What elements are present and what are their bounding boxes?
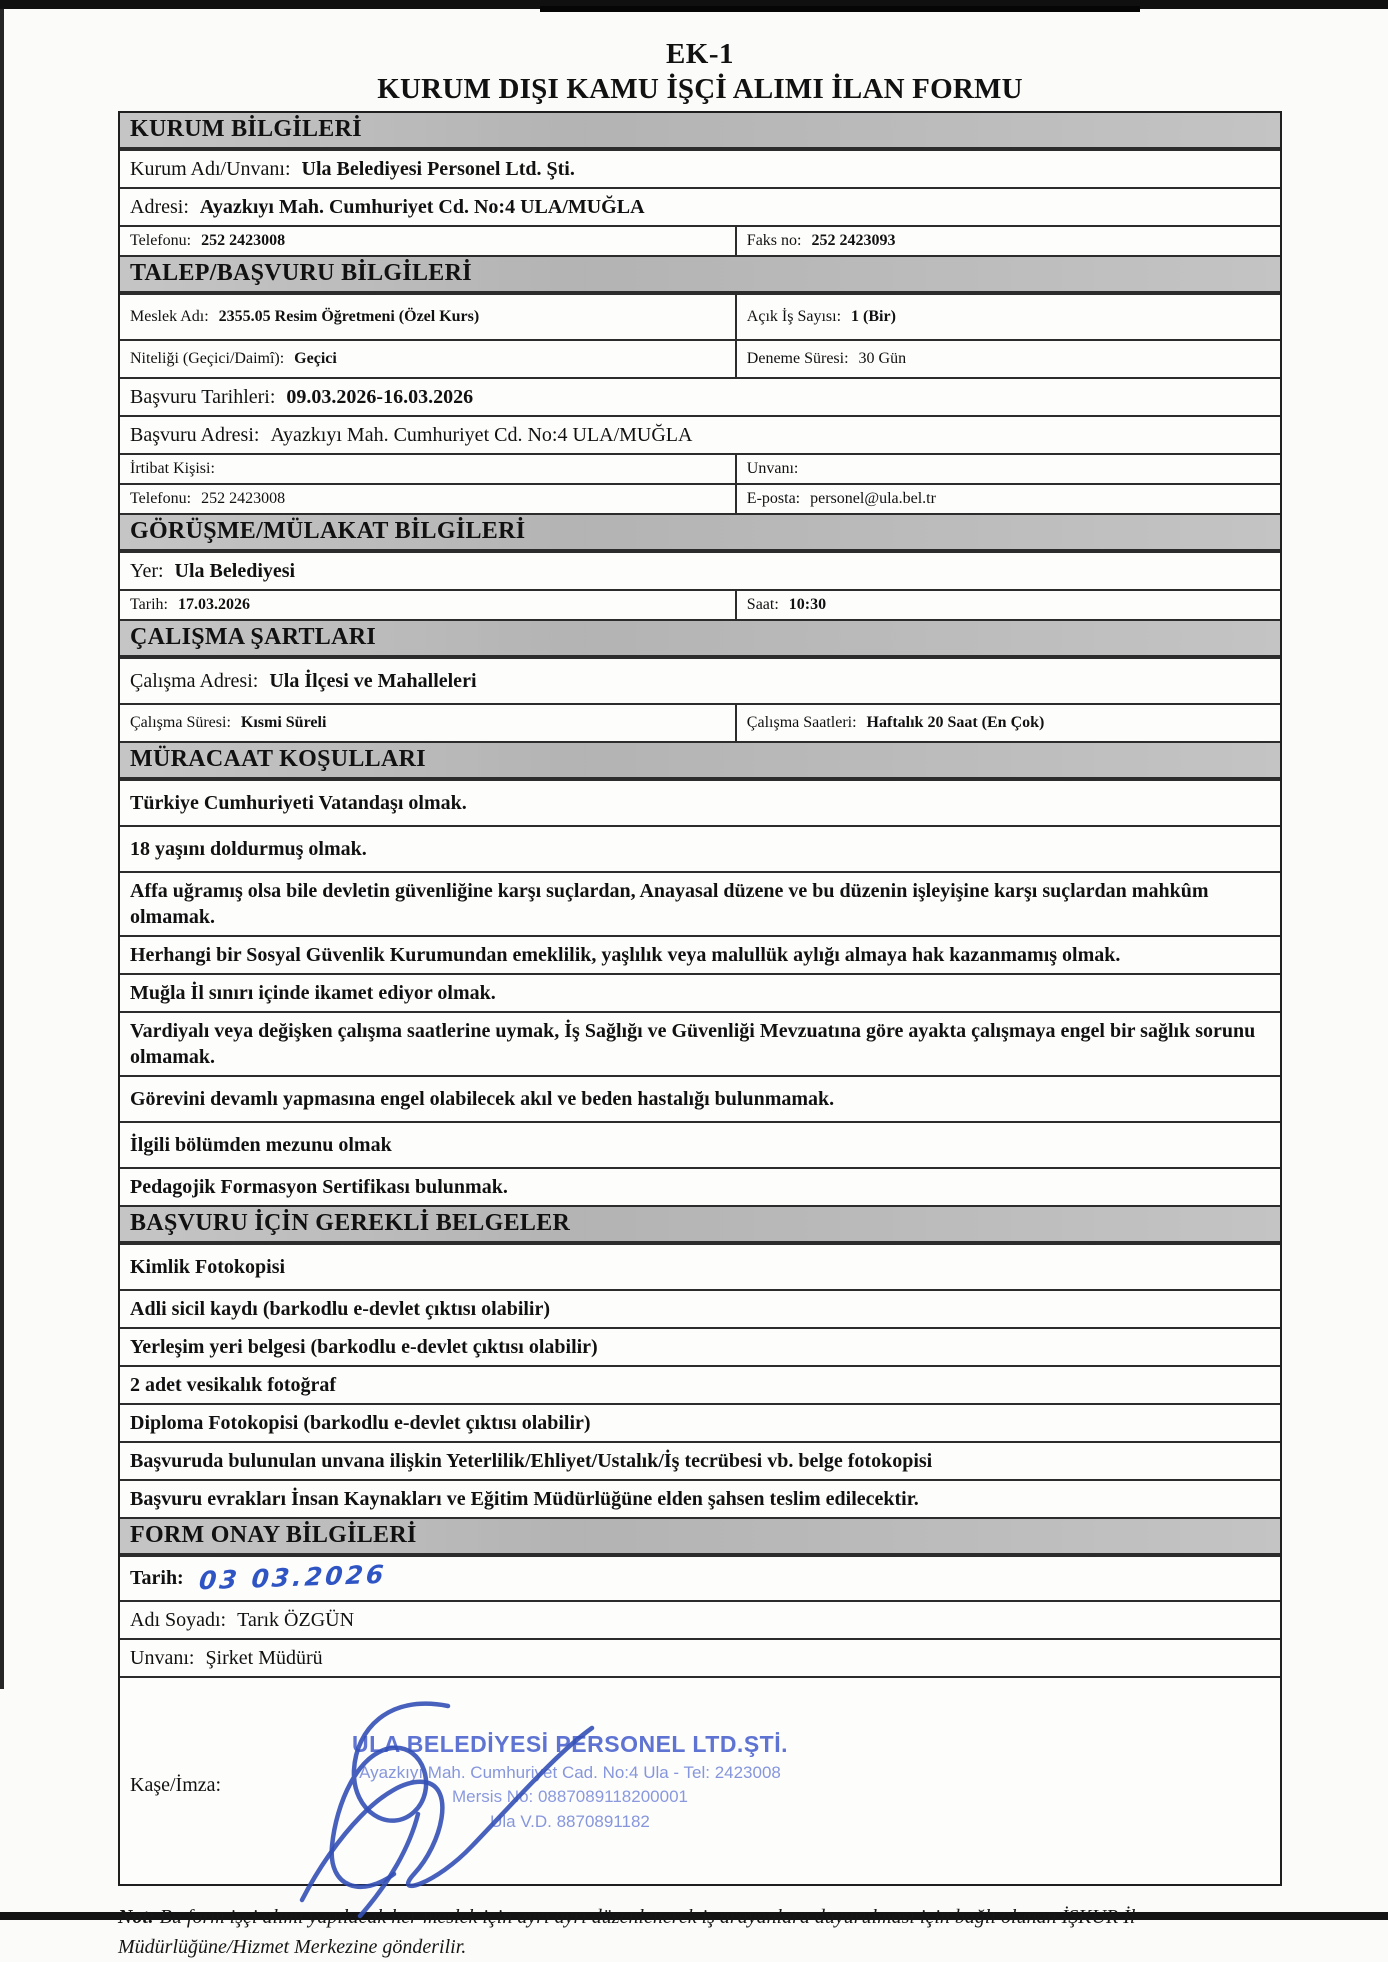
basvuru-tarihleri-value: 09.03.2026-16.03.2026 [286,386,474,408]
saat-value: 10:30 [788,596,827,613]
handwritten-date: 03 03.2026 [197,1559,388,1596]
telefon-cell [120,227,735,255]
muracaat-item: Türkiye Cumhuriyeti Vatandaşı olmak. [120,779,1280,825]
yer-label: Yer: [130,560,164,582]
niteligi-value: Geçici [294,350,337,367]
footer-note-text: Bu form işçi alımı yapılacak her meslek için ayrı ayrı düzenlenerek iş arayanlara duyurulması için bağlı olunan İŞKUR İl Müdürlüğüne/Hizmet Merkezine gönderilir. [118,1905,1136,1958]
section-header-kurum: KURUM BİLGİLERİ [120,113,1280,149]
telefon-value: 252 2423008 [201,232,286,249]
onay-unvan-row [120,1638,1280,1676]
eposta-label: E-posta: [746,490,801,507]
niteligi-label: Niteliği (Geçici/Daimî): [130,350,285,367]
basvuru-tarihleri-label: Başvuru Tarihleri: [130,386,276,408]
basvuru-adresi-value: Ayazkıyı Mah. Cumhuriyet Cd. No:4 ULA/MUĞLA [270,424,693,446]
signature-scribble [240,1686,670,1921]
calisma-adresi-row [120,657,1280,703]
stamp-company-name: ULA BELEDİYESİ PERSONEL LTD.ŞTİ. [351,1730,788,1757]
muracaat-item: 18 yaşını doldurmuş olmak. [120,825,1280,871]
faks-value: 252 2423093 [811,232,896,249]
basvuru-adresi-row [120,415,1280,453]
unvan-label: Unvanı: [746,460,799,477]
muracaat-item: Pedagojik Formasyon Sertifikası bulunmak. [120,1167,1280,1205]
onay-tarih-label: Tarih: [130,1567,184,1589]
suresi-value: Kısmi Süreli [240,714,327,731]
meslek-cell [120,295,735,339]
belge-item: Yerleşim yeri belgesi (barkodlu e-devlet çıktısı olabilir) [120,1327,1280,1365]
form-table [118,111,1282,1886]
irtibat-label: İrtibat Kişisi: [130,460,215,477]
muracaat-item: Vardiyalı veya değişken çalışma saatlerine uymak, İş Sağlığı ve Güvenliği Mevzuatına göre ayakta çalışmaya engel bir sağlık sorunu olmamak. [120,1011,1280,1075]
belge-item: Adli sicil kaydı (barkodlu e-devlet çıktısı olabilir) [120,1289,1280,1327]
adi-soyadi-row [120,1600,1280,1638]
section-header-gorusme: GÖRÜŞME/MÜLAKAT BİLGİLERİ [120,513,1280,551]
onay-unvan-value: Şirket Müdürü [205,1646,323,1669]
deneme-value: 30 Gün [858,350,907,367]
faks-cell [735,227,1280,255]
belge-item: Kimlik Fotokopisi [120,1243,1280,1289]
belge-item: Diploma Fotokopisi (barkodlu e-devlet çıktısı olabilir) [120,1403,1280,1441]
basvuru-tarihleri-row [120,377,1280,415]
calisma-suresi-row [120,703,1280,741]
saatleri-value: Haftalık 20 Saat (En Çok) [866,714,1045,731]
telefon2-cell [120,485,735,513]
adres-row [120,187,1280,225]
meslek-value: 2355.05 Resim Öğretmeni (Özel Kurs) [218,308,480,325]
telefon2-value: 252 2423008 [201,490,286,507]
basvuru-adresi-label: Başvuru Adresi: [130,424,260,446]
acik-is-label: Açık İş Sayısı: [746,308,842,325]
telefon-eposta-row [120,483,1280,513]
suresi-label: Çalışma Süresi: [130,714,231,731]
eposta-cell [735,485,1280,513]
belge-item: Başvuruda bulunulan unvana ilişkin Yeterlilik/Ehliyet/Ustalık/İş tecrübesi vb. belge fotokopisi [120,1441,1280,1479]
meslek-label: Meslek Adı: [130,308,209,325]
footer-note-label: Not: [118,1905,155,1928]
niteligi-row [120,339,1280,377]
adi-soyadi-value: Tarık ÖZGÜN [237,1608,355,1631]
belge-item: Başvuru evrakları İnsan Kaynakları ve Eğitim Müdürlüğüne elden şahsen teslim edilecektir. [120,1479,1280,1517]
acik-is-value: 1 (Bir) [851,308,896,325]
section-header-calisma: ÇALIŞMA ŞARTLARI [120,619,1280,657]
muracaat-item: İlgili bölümden mezunu olmak [120,1121,1280,1167]
yer-row [120,551,1280,589]
kase-imza-row [120,1676,1280,1884]
kase-imza-label: Kaşe/İmza: [130,1773,222,1796]
telefon-faks-row [120,225,1280,255]
scan-edge-top-dark [540,6,1140,12]
kurum-adi-value: Ula Belediyesi Personel Ltd. Şti. [301,158,575,180]
niteligi-cell [120,341,735,377]
suresi-cell [120,705,735,741]
onay-tarih-row [120,1555,1280,1600]
section-header-belgeler: BAŞVURU İÇİN GEREKLİ BELGELER [120,1205,1280,1243]
belge-item: 2 adet vesikalık fotoğraf [120,1365,1280,1403]
scan-edge-left [0,9,4,1689]
saat-cell [735,591,1280,619]
section-header-onay: FORM ONAY BİLGİLERİ [120,1517,1280,1555]
irtibat-cell [120,455,735,483]
muracaat-item: Muğla İl sınırı içinde ikamet ediyor olmak. [120,973,1280,1011]
tarih-saat-row [120,589,1280,619]
gorusme-tarih-cell [120,591,735,619]
kurum-adi-row [120,149,1280,187]
stamp-address: Ayazkıyı Mah. Cumhuriyet Cad. No:4 Ula - Tel: 2423008 [359,1762,781,1782]
muracaat-item: Affa uğramış olsa bile devletin güvenliğine karşı suçlardan, Anayasal düzene ve bu düzenin işleyişine karşı suçlardan mahkûm olmamak. [120,871,1280,935]
irtibat-unvan-row [120,453,1280,483]
muracaat-item: Herhangi bir Sosyal Güvenlik Kurumundan emeklilik, yaşlılık veya malullük aylığı almaya hak kazanmamış olmak. [120,935,1280,973]
saatleri-label: Çalışma Saatleri: [746,714,857,731]
meslek-row [120,293,1280,339]
saatleri-cell [735,705,1280,741]
stamp-tax-office: Ula V.D. 8870891182 [490,1812,650,1832]
stamp-mersis-no: Mersis No: 0887089118200001 [452,1787,688,1807]
yer-value: Ula Belediyesi [174,560,296,582]
form-document [118,38,1282,1962]
calisma-adresi-label: Çalışma Adresi: [130,670,259,692]
kurum-adi-label: Kurum Adı/Unvanı: [130,158,291,180]
faks-label: Faks no: [746,232,802,249]
adres-label: Adresi: [130,196,189,218]
telefon2-label: Telefonu: [130,490,192,507]
muracaat-item: Görevini devamlı yapmasına engel olabilecek akıl ve beden hastalığı bulunmamak. [120,1075,1280,1121]
gorusme-tarih-label: Tarih: [130,596,168,613]
calisma-adresi-value: Ula İlçesi ve Mahalleleri [269,670,477,692]
telefon-label: Telefonu: [130,232,192,249]
onay-unvan-label: Unvanı: [130,1646,195,1669]
section-header-talep: TALEP/BAŞVURU BİLGİLERİ [120,255,1280,293]
eposta-value: personel@ula.bel.tr [810,490,936,507]
section-header-muracaat: MÜRACAAT KOŞULLARI [120,741,1280,779]
saat-label: Saat: [746,596,779,613]
gorusme-tarih-value: 17.03.2026 [177,596,250,613]
page-title: KURUM DIŞI KAMU İŞÇİ ALIMI İLAN FORMU [377,73,1023,105]
deneme-cell [735,341,1280,377]
acik-is-cell [735,295,1280,339]
deneme-label: Deneme Süresi: [746,350,849,367]
adi-soyadi-label: Adı Soyadı: [130,1608,227,1631]
annex-label: EK-1 [665,38,735,70]
unvan-cell [735,455,1280,483]
adres-value: Ayazkıyı Mah. Cumhuriyet Cd. No:4 ULA/MUĞLA [199,196,645,218]
